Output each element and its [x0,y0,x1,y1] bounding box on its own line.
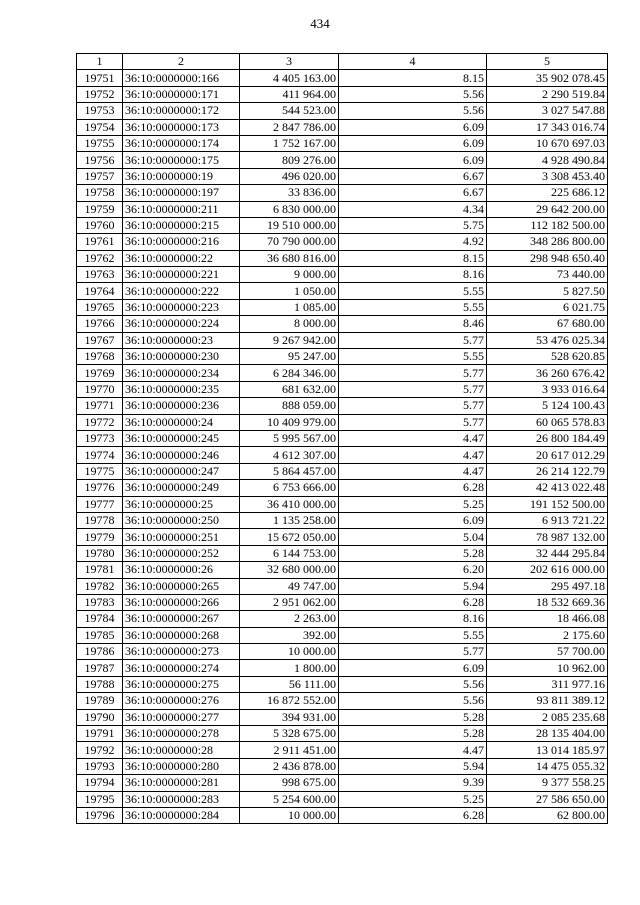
cadastral-number-cell: 36:10:0000000:235 [123,381,240,397]
rate-cell: 5.77 [339,398,487,414]
table-body [77,70,608,824]
rate-cell: 9.39 [339,775,487,791]
table-row [77,627,608,643]
area-cell: 4 405 163.00 [240,70,339,86]
rate-cell: 4.47 [339,463,487,479]
value-cell: 9 377 558.25 [487,775,608,791]
cadastral-number-cell: 36:10:0000000:234 [123,365,240,381]
row-number-cell: 19767 [77,332,123,348]
row-number-cell: 19781 [77,562,123,578]
rate-cell: 8.46 [339,316,487,332]
rate-cell: 6.67 [339,185,487,201]
area-cell: 16 872 552.00 [240,693,339,709]
row-number-cell: 19793 [77,758,123,774]
value-cell: 27 586 650.00 [487,791,608,807]
rate-cell: 8.15 [339,250,487,266]
area-cell: 1 050.00 [240,283,339,299]
value-cell: 10 962.00 [487,660,608,676]
cadastral-number-cell: 36:10:0000000:281 [123,775,240,791]
row-number-cell: 19751 [77,70,123,86]
cadastral-number-cell: 36:10:0000000:275 [123,676,240,692]
value-cell: 4 928 490.84 [487,152,608,168]
row-number-cell: 19785 [77,627,123,643]
row-number-cell: 19783 [77,594,123,610]
value-cell: 36 260 676.42 [487,365,608,381]
rate-cell: 5.55 [339,299,487,315]
value-cell: 3 027 547.88 [487,103,608,119]
value-cell: 2 085 235.68 [487,709,608,725]
value-cell: 2 290 519.84 [487,86,608,102]
area-cell: 70 790 000.00 [240,234,339,250]
column-header-1: 1 [77,54,123,70]
table-row [77,267,608,283]
cadastral-number-cell: 36:10:0000000:284 [123,807,240,823]
area-cell: 6 753 666.00 [240,480,339,496]
row-number-cell: 19774 [77,447,123,463]
area-cell: 10 000.00 [240,807,339,823]
value-cell: 78 987 132.00 [487,529,608,545]
value-cell: 18 532 669.36 [487,594,608,610]
rate-cell: 4.47 [339,447,487,463]
area-cell: 56 111.00 [240,676,339,692]
table-row [77,775,608,791]
table-row [77,742,608,758]
area-cell: 5 995 567.00 [240,430,339,446]
cadastral-number-cell: 36:10:0000000:173 [123,119,240,135]
value-cell: 5 827.50 [487,283,608,299]
row-number-cell: 19772 [77,414,123,430]
rate-cell: 5.28 [339,726,487,742]
value-cell: 112 182 500.00 [487,217,608,233]
row-number-cell: 19777 [77,496,123,512]
area-cell: 33 836.00 [240,185,339,201]
cadastral-number-cell: 36:10:0000000:283 [123,791,240,807]
area-cell: 411 964.00 [240,86,339,102]
row-number-cell: 19771 [77,398,123,414]
table-row [77,545,608,561]
cadastral-number-cell: 36:10:0000000:22 [123,250,240,266]
value-cell: 5 124 100.43 [487,398,608,414]
cadastral-number-cell: 36:10:0000000:26 [123,562,240,578]
row-number-cell: 19789 [77,693,123,709]
area-cell: 392.00 [240,627,339,643]
area-cell: 5 328 675.00 [240,726,339,742]
table-row [77,103,608,119]
rate-cell: 5.04 [339,529,487,545]
table-row [77,185,608,201]
table-header-row [77,54,608,70]
table-row [77,660,608,676]
cadastral-number-cell: 36:10:0000000:23 [123,332,240,348]
area-cell: 394 931.00 [240,709,339,725]
area-cell: 2 911 451.00 [240,742,339,758]
row-number-cell: 19757 [77,168,123,184]
rate-cell: 5.77 [339,414,487,430]
table-row [77,807,608,823]
value-cell: 14 475 055.32 [487,758,608,774]
value-cell: 202 616 000.00 [487,562,608,578]
cadastral-number-cell: 36:10:0000000:174 [123,135,240,151]
value-cell: 311 977.16 [487,676,608,692]
table-row [77,726,608,742]
rate-cell: 6.09 [339,119,487,135]
rate-cell: 6.28 [339,594,487,610]
table-row [77,414,608,430]
table-row [77,283,608,299]
rate-cell: 6.09 [339,135,487,151]
table-row [77,758,608,774]
rate-cell: 5.28 [339,545,487,561]
row-number-cell: 19768 [77,349,123,365]
cadastral-number-cell: 36:10:0000000:211 [123,201,240,217]
rate-cell: 5.56 [339,676,487,692]
table-row [77,578,608,594]
rate-cell: 5.77 [339,381,487,397]
area-cell: 809 276.00 [240,152,339,168]
value-cell: 26 214 122.79 [487,463,608,479]
row-number-cell: 19796 [77,807,123,823]
area-cell: 496 020.00 [240,168,339,184]
rate-cell: 6.28 [339,480,487,496]
rate-cell: 5.25 [339,791,487,807]
cadastral-number-cell: 36:10:0000000:274 [123,660,240,676]
cadastral-number-cell: 36:10:0000000:224 [123,316,240,332]
table-row [77,217,608,233]
table-row [77,644,608,660]
row-number-cell: 19775 [77,463,123,479]
rate-cell: 6.28 [339,807,487,823]
cadastral-number-cell: 36:10:0000000:175 [123,152,240,168]
row-number-cell: 19791 [77,726,123,742]
row-number-cell: 19786 [77,644,123,660]
rate-cell: 6.20 [339,562,487,578]
cadastral-number-cell: 36:10:0000000:265 [123,578,240,594]
area-cell: 2 847 786.00 [240,119,339,135]
table-row [77,119,608,135]
value-cell: 29 642 200.00 [487,201,608,217]
cadastral-number-cell: 36:10:0000000:19 [123,168,240,184]
row-number-cell: 19787 [77,660,123,676]
cadastral-number-cell: 36:10:0000000:247 [123,463,240,479]
value-cell: 67 680.00 [487,316,608,332]
area-cell: 1 135 258.00 [240,512,339,528]
table-row [77,250,608,266]
rate-cell: 5.55 [339,349,487,365]
table-row [77,562,608,578]
table-row [77,201,608,217]
area-cell: 9 267 942.00 [240,332,339,348]
table-row [77,709,608,725]
row-number-cell: 19755 [77,135,123,151]
row-number-cell: 19782 [77,578,123,594]
cadastral-number-cell: 36:10:0000000:222 [123,283,240,299]
row-number-cell: 19769 [77,365,123,381]
cadastral-number-cell: 36:10:0000000:25 [123,496,240,512]
row-number-cell: 19788 [77,676,123,692]
rate-cell: 5.56 [339,693,487,709]
row-number-cell: 19760 [77,217,123,233]
rate-cell: 6.09 [339,512,487,528]
cadastral-number-cell: 36:10:0000000:24 [123,414,240,430]
row-number-cell: 19773 [77,430,123,446]
cadastral-number-cell: 36:10:0000000:223 [123,299,240,315]
rate-cell: 8.16 [339,611,487,627]
row-number-cell: 19780 [77,545,123,561]
cadastral-number-cell: 36:10:0000000:216 [123,234,240,250]
area-cell: 5 254 600.00 [240,791,339,807]
area-cell: 36 410 000.00 [240,496,339,512]
table-row [77,480,608,496]
column-header-2: 2 [123,54,240,70]
value-cell: 13 014 185.97 [487,742,608,758]
row-number-cell: 19778 [77,512,123,528]
value-cell: 295 497.18 [487,578,608,594]
cadastral-number-cell: 36:10:0000000:215 [123,217,240,233]
area-cell: 1 752 167.00 [240,135,339,151]
cadastral-number-cell: 36:10:0000000:28 [123,742,240,758]
area-cell: 8 000.00 [240,316,339,332]
row-number-cell: 19784 [77,611,123,627]
row-number-cell: 19752 [77,86,123,102]
table-row [77,676,608,692]
rate-cell: 8.16 [339,267,487,283]
rate-cell: 5.56 [339,86,487,102]
area-cell: 681 632.00 [240,381,339,397]
value-cell: 225 686.12 [487,185,608,201]
area-cell: 95 247.00 [240,349,339,365]
value-cell: 35 902 078.45 [487,70,608,86]
row-number-cell: 19770 [77,381,123,397]
value-cell: 6 021.75 [487,299,608,315]
value-cell: 3 933 016.64 [487,381,608,397]
table-row [77,463,608,479]
table-row [77,447,608,463]
cadastral-number-cell: 36:10:0000000:230 [123,349,240,365]
cadastral-number-cell: 36:10:0000000:277 [123,709,240,725]
table-row [77,398,608,414]
area-cell: 9 000.00 [240,267,339,283]
cadastral-number-cell: 36:10:0000000:172 [123,103,240,119]
cadastral-value-table [76,53,608,824]
cadastral-number-cell: 36:10:0000000:267 [123,611,240,627]
table-row [77,693,608,709]
table-row [77,365,608,381]
table-row [77,611,608,627]
rate-cell: 5.94 [339,758,487,774]
row-number-cell: 19765 [77,299,123,315]
value-cell: 348 286 800.00 [487,234,608,250]
value-cell: 57 700.00 [487,644,608,660]
table-row [77,594,608,610]
value-cell: 53 476 025.34 [487,332,608,348]
row-number-cell: 19766 [77,316,123,332]
value-cell: 18 466.08 [487,611,608,627]
table-row [77,152,608,168]
row-number-cell: 19763 [77,267,123,283]
table-row [77,791,608,807]
area-cell: 19 510 000.00 [240,217,339,233]
rate-cell: 5.77 [339,332,487,348]
rate-cell: 5.77 [339,644,487,660]
row-number-cell: 19779 [77,529,123,545]
value-cell: 6 913 721.22 [487,512,608,528]
row-number-cell: 19764 [77,283,123,299]
cadastral-number-cell: 36:10:0000000:246 [123,447,240,463]
area-cell: 1 800.00 [240,660,339,676]
area-cell: 32 680 000.00 [240,562,339,578]
area-cell: 10 409 979.00 [240,414,339,430]
table-row [77,512,608,528]
table-row [77,529,608,545]
value-cell: 73 440.00 [487,267,608,283]
value-cell: 528 620.85 [487,349,608,365]
cadastral-number-cell: 36:10:0000000:252 [123,545,240,561]
row-number-cell: 19753 [77,103,123,119]
column-header-5: 5 [487,54,608,70]
rate-cell: 4.47 [339,430,487,446]
row-number-cell: 19759 [77,201,123,217]
cadastral-number-cell: 36:10:0000000:276 [123,693,240,709]
row-number-cell: 19758 [77,185,123,201]
value-cell: 93 811 389.12 [487,693,608,709]
area-cell: 2 436 878.00 [240,758,339,774]
cadastral-number-cell: 36:10:0000000:197 [123,185,240,201]
rate-cell: 6.09 [339,152,487,168]
column-header-3: 3 [240,54,339,70]
cadastral-number-cell: 36:10:0000000:251 [123,529,240,545]
rate-cell: 5.75 [339,217,487,233]
row-number-cell: 19790 [77,709,123,725]
area-cell: 15 672 050.00 [240,529,339,545]
area-cell: 36 680 816.00 [240,250,339,266]
rate-cell: 4.92 [339,234,487,250]
cadastral-number-cell: 36:10:0000000:245 [123,430,240,446]
rate-cell: 5.55 [339,283,487,299]
value-cell: 28 135 404.00 [487,726,608,742]
cadastral-number-cell: 36:10:0000000:250 [123,512,240,528]
cadastral-number-cell: 36:10:0000000:236 [123,398,240,414]
row-number-cell: 19776 [77,480,123,496]
rate-cell: 5.94 [339,578,487,594]
row-number-cell: 19761 [77,234,123,250]
table-row [77,299,608,315]
area-cell: 6 830 000.00 [240,201,339,217]
rate-cell: 5.28 [339,709,487,725]
area-cell: 49 747.00 [240,578,339,594]
value-cell: 26 800 184.49 [487,430,608,446]
rate-cell: 8.15 [339,70,487,86]
area-cell: 6 144 753.00 [240,545,339,561]
value-cell: 2 175.60 [487,627,608,643]
area-cell: 10 000.00 [240,644,339,660]
cadastral-number-cell: 36:10:0000000:268 [123,627,240,643]
area-cell: 4 612 307.00 [240,447,339,463]
cadastral-number-cell: 36:10:0000000:273 [123,644,240,660]
cadastral-number-cell: 36:10:0000000:221 [123,267,240,283]
row-number-cell: 19795 [77,791,123,807]
cadastral-number-cell: 36:10:0000000:278 [123,726,240,742]
cadastral-number-cell: 36:10:0000000:266 [123,594,240,610]
area-cell: 6 284 346.00 [240,365,339,381]
value-cell: 42 413 022.48 [487,480,608,496]
value-cell: 17 343 016.74 [487,119,608,135]
area-cell: 888 059.00 [240,398,339,414]
cadastral-number-cell: 36:10:0000000:280 [123,758,240,774]
area-cell: 1 085.00 [240,299,339,315]
table-row [77,86,608,102]
cadastral-number-cell: 36:10:0000000:171 [123,86,240,102]
row-number-cell: 19754 [77,119,123,135]
value-cell: 10 670 697.03 [487,135,608,151]
rate-cell: 4.34 [339,201,487,217]
table-row [77,496,608,512]
table-row [77,430,608,446]
cadastral-number-cell: 36:10:0000000:249 [123,480,240,496]
table-row [77,70,608,86]
value-cell: 32 444 295.84 [487,545,608,561]
table-row [77,381,608,397]
value-cell: 20 617 012.29 [487,447,608,463]
value-cell: 60 065 578.83 [487,414,608,430]
cadastral-number-cell: 36:10:0000000:166 [123,70,240,86]
table-row [77,135,608,151]
table-row [77,349,608,365]
row-number-cell: 19762 [77,250,123,266]
row-number-cell: 19756 [77,152,123,168]
area-cell: 544 523.00 [240,103,339,119]
value-cell: 3 308 453.40 [487,168,608,184]
table-row [77,332,608,348]
page-number: 434 [310,16,330,31]
row-number-cell: 19792 [77,742,123,758]
rate-cell: 5.56 [339,103,487,119]
rate-cell: 4.47 [339,742,487,758]
rate-cell: 5.55 [339,627,487,643]
table-row [77,168,608,184]
table-row [77,234,608,250]
rate-cell: 5.25 [339,496,487,512]
value-cell: 298 948 650.40 [487,250,608,266]
column-header-4: 4 [339,54,487,70]
area-cell: 2 263.00 [240,611,339,627]
row-number-cell: 19794 [77,775,123,791]
area-cell: 5 864 457.00 [240,463,339,479]
area-cell: 998 675.00 [240,775,339,791]
table-row [77,316,608,332]
area-cell: 2 951 062.00 [240,594,339,610]
value-cell: 62 800.00 [487,807,608,823]
rate-cell: 6.67 [339,168,487,184]
value-cell: 191 152 500.00 [487,496,608,512]
rate-cell: 5.77 [339,365,487,381]
rate-cell: 6.09 [339,660,487,676]
